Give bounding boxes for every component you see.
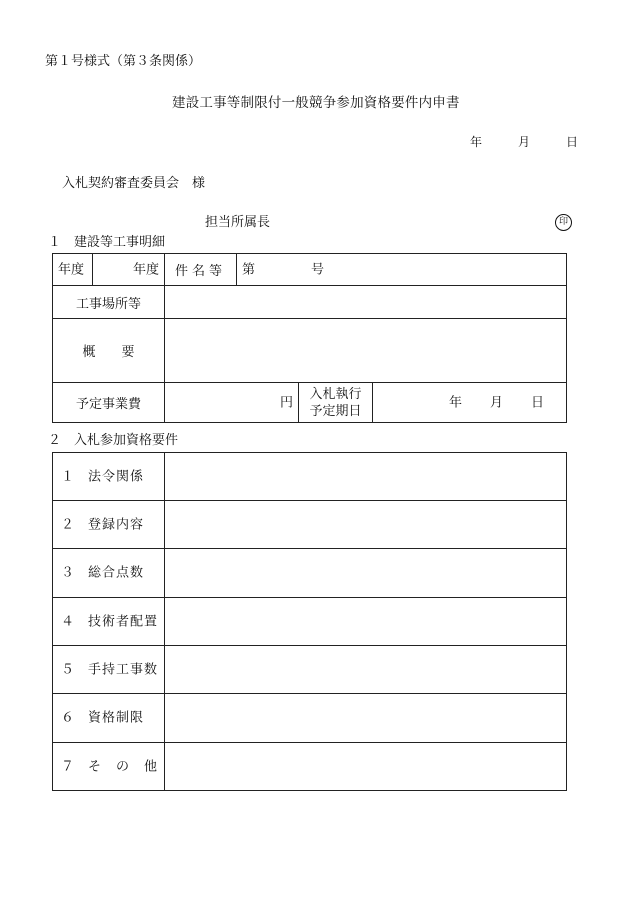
requirement-label: 手持工事数 <box>88 662 159 677</box>
bid-month: 月 <box>490 395 504 410</box>
date-line <box>470 135 579 150</box>
requirement-row <box>53 694 567 743</box>
date-month: 月 <box>518 135 531 149</box>
requirement-label: 技術者配置 <box>88 614 159 629</box>
requirement-label-cell <box>53 598 165 646</box>
requirement-label-cell <box>53 646 165 694</box>
item-label: 件名等 <box>174 264 226 279</box>
seal-mark: 印 <box>555 214 572 231</box>
bid-date-input-cell[interactable] <box>373 383 567 423</box>
summary-label-cell <box>53 319 165 383</box>
requirement-input-cell[interactable] <box>165 646 567 694</box>
requirement-label: 登録内容 <box>88 517 145 532</box>
requirement-row <box>53 501 567 549</box>
bid-label-line1: 入札執行 <box>309 386 362 402</box>
bid-day: 日 <box>531 395 545 410</box>
requirement-label-cell <box>53 549 165 598</box>
requirement-row <box>53 646 567 694</box>
fiscal-year-label: 年度 <box>58 262 85 277</box>
requirement-row <box>53 743 567 791</box>
location-input-cell[interactable] <box>165 286 567 319</box>
requirement-label-cell <box>53 694 165 743</box>
department-head: 担当所属長 <box>205 215 271 230</box>
requirement-label: 総合点数 <box>88 565 145 581</box>
cost-label: 予定事業費 <box>75 397 141 412</box>
form-number: 第１号様式（第３条関係） <box>45 54 202 69</box>
requirement-row <box>53 549 567 598</box>
requirement-number: ５ <box>61 662 75 677</box>
date-day: 日 <box>566 135 579 149</box>
requirement-row <box>53 598 567 646</box>
document-title: 建設工事等制限付一般競争参加資格要件内申書 <box>172 95 460 111</box>
location-label: 工事場所等 <box>75 296 141 312</box>
fiscal-year-unit: 年度 <box>132 262 159 277</box>
location-label-cell <box>53 286 165 319</box>
cost-input-cell[interactable] <box>165 383 299 423</box>
bid-year: 年 <box>449 395 463 410</box>
item-number-cell[interactable] <box>237 254 567 286</box>
requirement-label: 法令関係 <box>88 469 145 484</box>
requirement-number: ３ <box>61 565 75 581</box>
requirement-label-cell <box>53 743 165 791</box>
requirement-input-cell[interactable] <box>165 743 567 791</box>
requirement-number: ２ <box>61 517 75 532</box>
bid-date-label-cell <box>299 383 373 423</box>
requirement-label: 資格制限 <box>88 710 145 726</box>
requirement-number: １ <box>61 469 75 484</box>
fiscal-year-label-cell <box>53 254 93 286</box>
requirement-number: ６ <box>61 710 75 726</box>
requirement-row <box>53 453 567 501</box>
recipient: 入札契約審査委員会 様 <box>62 176 206 191</box>
cost-label-cell <box>53 383 165 423</box>
requirement-label-cell <box>53 453 165 501</box>
construction-details-table <box>52 253 567 423</box>
section2-heading: ２ 入札参加資格要件 <box>48 433 179 448</box>
requirement-input-cell[interactable] <box>165 598 567 646</box>
requirement-input-cell[interactable] <box>165 453 567 501</box>
item-label-cell <box>165 254 237 286</box>
requirement-input-cell[interactable] <box>165 694 567 743</box>
requirement-input-cell[interactable] <box>165 501 567 549</box>
qualification-requirements-table <box>52 452 567 791</box>
requirement-label: そ の 他 <box>88 759 159 774</box>
requirement-input-cell[interactable] <box>165 549 567 598</box>
requirement-label-cell <box>53 501 165 549</box>
requirement-number: ４ <box>61 614 75 629</box>
summary-input-cell[interactable] <box>165 319 567 383</box>
section1-heading: １ 建設等工事明細 <box>48 235 166 250</box>
bid-label-line2: 予定期日 <box>309 403 362 419</box>
number-prefix: 第 <box>242 262 256 277</box>
yen-unit: 円 <box>279 395 293 410</box>
requirement-number: ７ <box>61 759 75 774</box>
fiscal-year-input-cell[interactable] <box>93 254 165 286</box>
date-year: 年 <box>470 135 483 149</box>
number-suffix: 号 <box>311 262 325 277</box>
summary-label: 概 要 <box>82 345 135 360</box>
